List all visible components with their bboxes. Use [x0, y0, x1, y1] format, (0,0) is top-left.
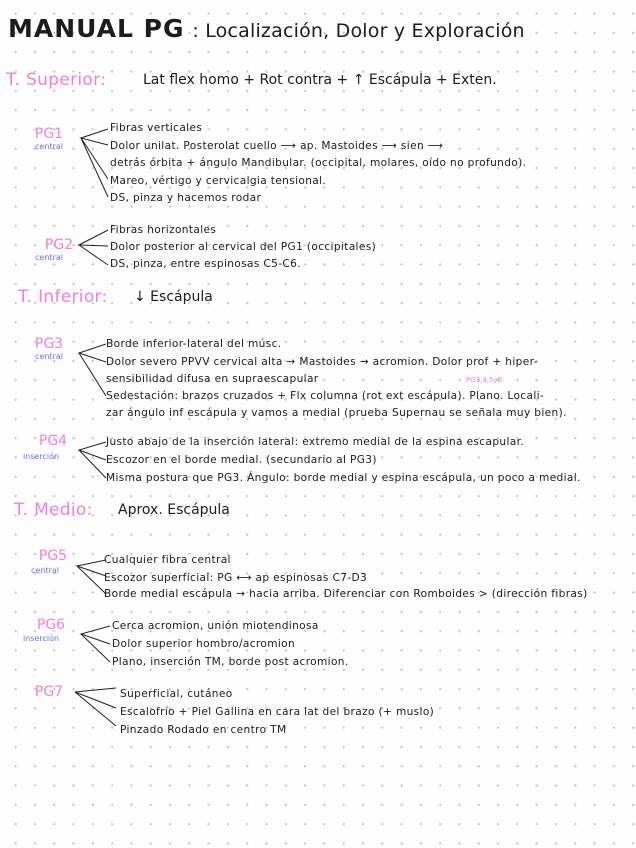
pg1-line: detrás órbita + ángulo Mandibular. (occipital, molares, oído no profundo). [110, 157, 527, 169]
pg1-line: Mareo, vértigo y cervicalgia tensional. [110, 175, 327, 187]
pg6-label: PG6 [36, 617, 66, 633]
page-title [8, 14, 525, 43]
section-desc-medio: Aprox. Escápula [118, 502, 230, 518]
pg7-line: Escalofrío + Piel Gallina en cara lat del brazo (+ muslo) [120, 706, 435, 718]
pg5-tag: central [31, 566, 59, 575]
pg2-tag: central [35, 253, 63, 262]
pg6-tag: inserción [22, 634, 60, 643]
pg5-line: Escozor superficial: PG ⟷ ap espinosas C7-D3 [104, 572, 368, 584]
pg3-line: Borde inferior-lateral del músc. [106, 338, 282, 350]
title-main: MANUAL PG [8, 14, 185, 43]
pg2-line: Fibras horizontales [110, 224, 217, 236]
pg7-line: Superficial, cutáneo [120, 688, 233, 700]
pg1-line: Fibras verticales [110, 122, 203, 134]
pg1-line: Dolor unilat. Posterolat cuello ⟶ ap. Mastoides ⟶ sien ⟶ [110, 140, 444, 152]
pg7-label: PG7 [34, 684, 64, 700]
pg3-bracket [78, 340, 108, 400]
pg1-tag: central [35, 142, 63, 151]
pg2-bracket [78, 228, 110, 270]
pg6-line: Dolor superior hombro/acromion [112, 638, 296, 650]
pg7-bracket [74, 684, 118, 732]
section-heading-superior: T. Superior: [6, 70, 107, 90]
pg2-label: PG2 [44, 237, 74, 253]
pg5-line: Cualquier fibra central [104, 554, 231, 566]
pg3-line: Sedestación: brazos cruzados + Flx columna (rot ext escápula). Plano. Locali- [106, 390, 545, 402]
pg5-label: PG5 [38, 548, 68, 564]
pg3-tag: central [35, 352, 63, 361]
title-subtitle: : Localización, Dolor y Exploración [192, 20, 525, 42]
pg4-line: Misma postura que PG3. Ángulo: borde medial y espina escápula, un poco a medial. [106, 472, 581, 484]
section-heading-inferior: T. Inferior: [18, 287, 108, 307]
pg1-bracket [80, 128, 110, 203]
pg6-line: Plano, inserción TM, borde post acromion. [112, 656, 349, 668]
pg2-line: DS, pinza, entre espinosas C5-C6. [110, 258, 301, 270]
pg3-line: zar ángulo inf escápula y vamos a medial (prueba Supernau se señala muy bien). [106, 407, 567, 419]
pg6-bracket [80, 622, 112, 668]
pg7-line: Pinzado Rodado en centro TM [120, 724, 287, 736]
pg4-tag: inserción [22, 452, 60, 461]
pg1-label: PG1 [34, 126, 64, 142]
pg4-label: PG4 [38, 433, 68, 449]
pg4-line: Justo abajo de la inserción lateral: extremo medial de la espina escapular. [106, 436, 525, 448]
pg2-line: Dolor posterior al cervical del PG1 (occipitales) [110, 241, 377, 253]
pg4-line: Escozor en el borde medial. (secundario al PG3) [106, 454, 377, 466]
pg6-line: Cerca acromion, unión miotendinosa [112, 620, 319, 632]
pg3-note: PG3,4,5y6 [466, 376, 503, 384]
section-desc-inferior: ↓ Escápula [134, 289, 213, 305]
pg3-line: Dolor severo PPVV cervical alta → Mastoides → acromion. Dolor prof + hiper- [106, 356, 538, 368]
section-heading-medio: T. Medio: [14, 500, 93, 520]
pg5-line: Borde medial escápula → hacia arriba. Diferenciar con Romboides > (dirección fibras) [104, 588, 588, 600]
pg3-label: PG3 [34, 336, 64, 352]
pg3-line: sensibilidad difusa en supraescapular [106, 373, 319, 385]
pg1-line: DS, pinza y hacemos rodar [110, 192, 262, 204]
pg4-bracket [78, 438, 108, 484]
section-desc-superior: Lat flex homo + Rot contra + ↑ Escápula + Exten. [143, 72, 497, 88]
